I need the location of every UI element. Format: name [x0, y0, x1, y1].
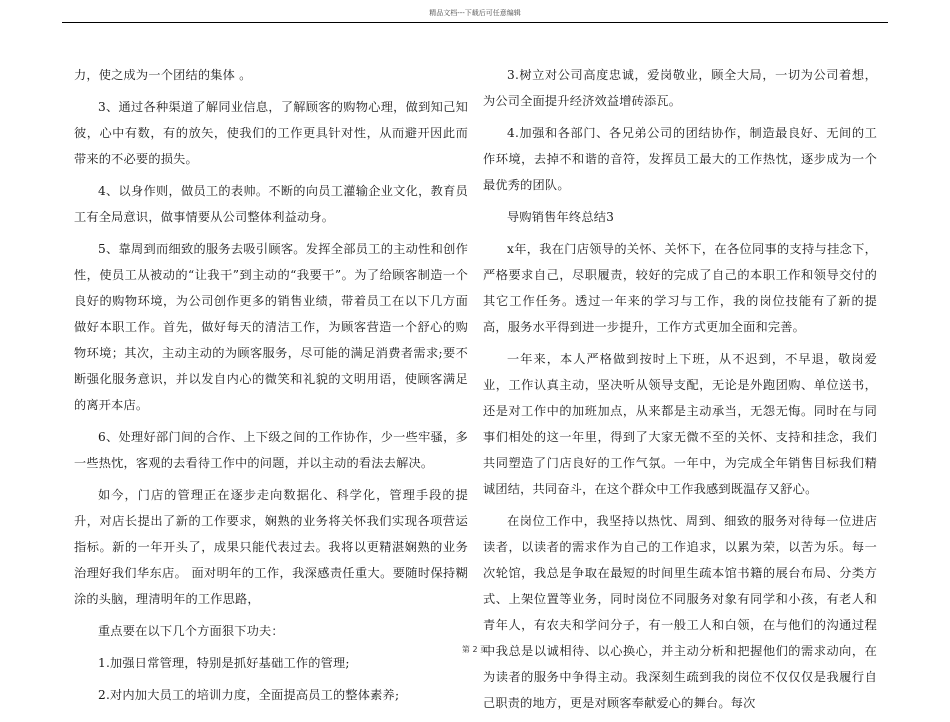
paragraph: 力，使之成为一个团结的集体 。 [74, 68, 252, 82]
section-title: 导购销售年终总结3 [507, 210, 615, 224]
paragraph: 4、以身作则，做员工的表帅。不断的向员工灌输企业文化，教育员工有全局意识，做事情要从公司整体利益动身。 [74, 184, 468, 224]
header-divider [62, 22, 888, 23]
page-header: 精品文档---下载后可任意编辑 [429, 9, 521, 17]
list-item: 4.加强和各部门、各兄弟公司的团结协作，制造最良好、无间的工作环境，去掉不和谐的音符，发挥员工最大的工作热忱，逐步成为一个最优秀的团队。 [483, 126, 877, 192]
page-number: 第 2 页 [461, 645, 489, 654]
paragraph: 重点要在以下几个方面狠下功夫： [98, 624, 284, 638]
paragraph: 6、处理好部门间的合作、上下级之间的工作协作，少一些牢骚，多一些热忱，客观的去看待工作中的问题，并以主动的看法去解决。 [74, 430, 468, 470]
list-item: 2.对内加大员工的培训力度，全面提高员工的整体素养; [98, 688, 400, 702]
left-column [74, 62, 468, 714]
right-column [483, 62, 877, 722]
paragraph: 在岗位工作中，我坚持以热忱、周到、细致的服务对待每一位进店读者，以读者的需求作为自己的工作追求，以累为荣，以苦为乐。每一次轮馆，我总是争取在最短的时间里生疏本馆书籍的展台布局、分类方式、上架位置等业务，同时岗位不同服务对象有同学和小孩，有老人和青年人，有农夫和学问分子，有一般工人和白领，在与他们的沟通过程中我总是以诚相待、以心换心，并主动分析和把握他们的需求动向，在为读者的服务中争得主动。我深刻生疏到我的岗位不仅仅仅是我履行自己职责的地方，更是对顾客奉献爱心的舞台。每次 [483, 514, 877, 710]
paragraph: 3、通过各种渠道了解同业信息，了解顾客的购物心理，做到知己知彼，心中有数，有的放矢，使我们的工作更具针对性，从而避开因此而带来的不必要的损失。 [74, 100, 468, 166]
paragraph: x年，我在门店领导的关怀、关怀下，在各位同事的支持与挂念下，严格要求自己，尽职履责，较好的完成了自己的本职工作和领导交付的其它工作任务。透过一年来的学习与工作，我的岗位技能有了新的提高，服务水平得到进一步提升，工作方式更加全面和完善。 [483, 242, 877, 334]
paragraph: 5、靠周到而细致的服务去吸引顾客。发挥全部员工的主动性和创作性，使员工从被动的“让我干”到主动的“我要干”。为了给顾客制造一个良好的购物环境，为公司创作更多的销售业绩，带着员工在以下几方面做好本职工作。首先，做好每天的清洁工作，为顾客营造一个舒心的购物环境；其次，主动主动的为顾客服务，尽可能的满足消费者需求;要不断强化服务意识，并以发自内心的微笑和礼貌的文明用语，使顾客满足的离开本店。 [74, 242, 468, 412]
paragraph: 一年来，本人严格做到按时上下班，从不迟到，不早退，敬岗爱业，工作认真主动，坚决听从领导支配，无论是外跑团购、单位送书，还是对工作中的加班加点，从来都是主动承当，无怨无悔。同时在与同事们相处的这一年里，得到了大家无微不至的关怀、支持和挂念，我们共同塑造了门店良好的工作气氛。一年中，为完成全年销售目标我们精诚团结，共同奋斗，在这个群众中工作我感到既温存又舒心。 [483, 352, 877, 496]
paragraph: 如今，门店的管理正在逐步走向数据化、科学化，管理手段的提升，对店长提出了新的工作要求，娴熟的业务将关怀我们实现各项营运指标。新的一年开头了，成果只能代表过去。我将以更精湛娴熟的业务治理好我们华东店。 面对明年的工作，我深感责任重大。要随时保持糊涂的头脑，理清明年的工作思路， [74, 488, 468, 606]
list-item: 3.树立对公司高度忠诚，爱岗敬业，顾全大局，一切为公司着想，为公司全面提升经济效益增砖添瓦。 [483, 68, 877, 108]
list-item: 1.加强日常管理，特别是抓好基础工作的管理; [98, 656, 350, 670]
